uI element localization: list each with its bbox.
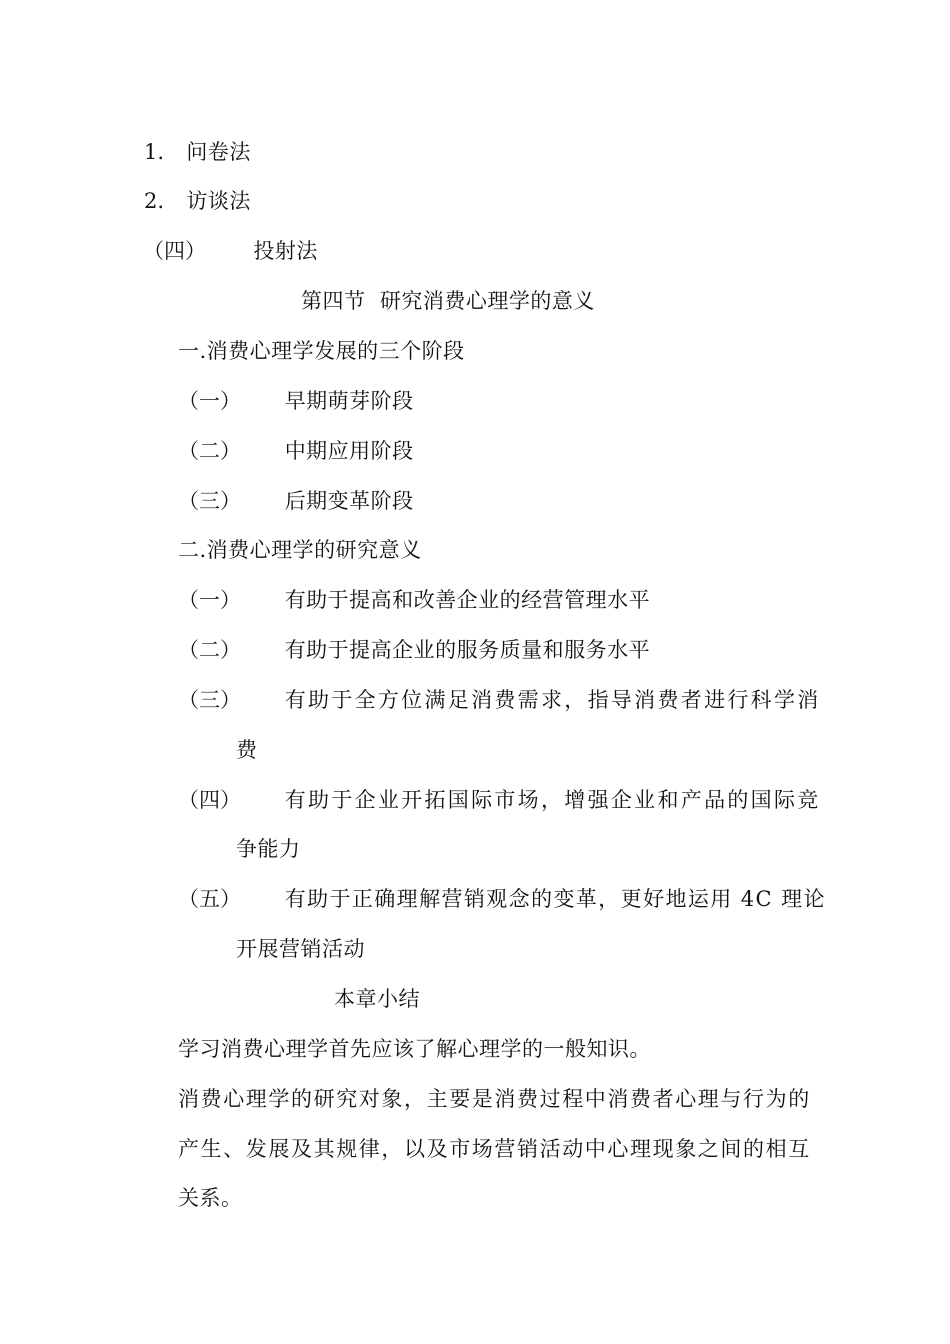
list-text: 中期应用阶段 xyxy=(284,439,414,463)
list-text: 后期变革阶段 xyxy=(284,489,414,513)
list-text: 问卷法 xyxy=(186,140,251,164)
list-text: 有助于全方位满足消费需求，指导消费者进行科学消 xyxy=(284,688,821,712)
part1-item-2 xyxy=(178,436,414,466)
part2-item-5-continuation: 开展营销活动 xyxy=(236,937,365,961)
list-text: 访谈法 xyxy=(186,189,251,213)
part2-item-3-continuation: 费 xyxy=(236,738,258,762)
part1-item-1 xyxy=(178,386,414,416)
list-number: （二） xyxy=(178,638,241,662)
list-number: 1. xyxy=(144,140,165,164)
list-text: 投射法 xyxy=(253,239,318,263)
list-text: 有助于提高企业的服务质量和服务水平 xyxy=(284,638,651,662)
part2-item-4 xyxy=(178,785,821,815)
summary-paragraph-2-line-2: 产生、发展及其规律，以及市场营销活动中心理现象之间的相互 xyxy=(178,1137,811,1161)
summary-paragraph-2-line-3: 关系。 xyxy=(178,1186,243,1210)
list-text: 有助于正确理解营销观念的变革，更好地运用 4C 理论 xyxy=(284,887,826,911)
method-item-interview xyxy=(144,186,251,216)
list-number: （三） xyxy=(178,688,241,712)
list-text: 早期萌芽阶段 xyxy=(284,389,414,413)
part2-item-1 xyxy=(178,585,650,615)
part1-heading: 一.消费心理学发展的三个阶段 xyxy=(178,339,465,363)
list-number: （一） xyxy=(178,389,241,413)
list-number: （二） xyxy=(178,439,241,463)
list-text: 有助于提高和改善企业的经营管理水平 xyxy=(284,588,651,612)
list-number: （四） xyxy=(178,788,241,812)
part2-item-5 xyxy=(178,884,826,914)
list-number: （三） xyxy=(178,489,241,513)
part2-heading: 二.消费心理学的研究意义 xyxy=(178,538,422,562)
method-item-projective xyxy=(143,236,318,266)
part1-item-3 xyxy=(178,486,414,516)
summary-paragraph-2-line-1: 消费心理学的研究对象，主要是消费过程中消费者心理与行为的 xyxy=(178,1087,811,1111)
part2-item-3 xyxy=(178,685,821,715)
part2-item-2 xyxy=(178,635,650,665)
list-number: （四） xyxy=(143,239,206,263)
list-number: 2. xyxy=(144,189,165,213)
method-item-questionnaire xyxy=(144,137,251,167)
list-text: 有助于企业开拓国际市场，增强企业和产品的国际竞 xyxy=(284,788,821,812)
part2-item-4-continuation: 争能力 xyxy=(236,837,301,861)
list-number: （五） xyxy=(178,887,241,911)
summary-paragraph-1: 学习消费心理学首先应该了解心理学的一般知识。 xyxy=(178,1037,651,1061)
summary-title: 本章小结 xyxy=(334,987,420,1011)
section-title: 第四节 研究消费心理学的意义 xyxy=(301,289,595,313)
list-number: （一） xyxy=(178,588,241,612)
